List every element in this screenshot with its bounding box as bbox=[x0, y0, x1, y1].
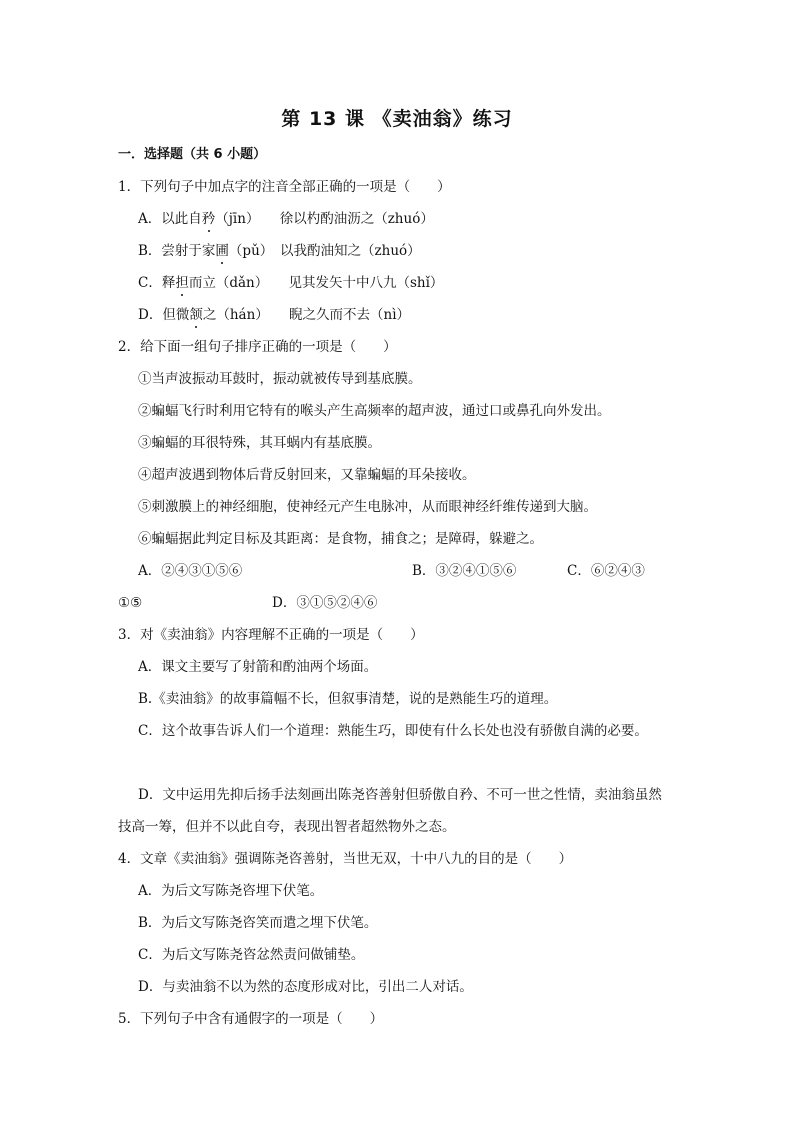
question-4-option-a: A．为后文写陈尧咨埋下伏笔。 bbox=[138, 883, 324, 899]
question-2-option-c: C．⑥②④③ bbox=[567, 563, 645, 579]
question-3-option-a: A．课文主要写了射箭和酌油两个场面。 bbox=[138, 659, 378, 675]
dotted-character: 圃 bbox=[215, 243, 229, 259]
question-2-option-b: B．③②④①⑤⑥ bbox=[412, 563, 517, 579]
question-1-stem: 1．下列句子中加点字的注音全部正确的一项是（ ） bbox=[118, 179, 451, 195]
question-3-option-c: C．这个故事告诉人们一个道理：熟能生巧，即使有什么长处也没有骄傲自满的必要。 bbox=[138, 723, 648, 739]
question-4-option-c: C．为后文写陈尧咨忿然责问做铺垫。 bbox=[138, 947, 365, 963]
question-3-option-d-continued: 技高一筹，但并不以此自夸，表现出智者超然物外之态。 bbox=[118, 819, 456, 835]
question-2-option-c-continued: ①⑤ bbox=[118, 595, 143, 611]
question-2-stem: 2．给下面一组句子排序正确的一项是（ ） bbox=[118, 339, 397, 355]
question-3-stem: 3．对《卖油翁》内容理解不正确的一项是（ ） bbox=[118, 627, 424, 643]
question-2-sentence-3: ③蝙蝠的耳很特殊，其耳蜗内有基底膜。 bbox=[138, 435, 381, 451]
page-title: 第 13 课 《卖油翁》练习 bbox=[281, 108, 513, 130]
question-4-stem: 4．文章《卖油翁》强调陈尧咨善射，当世无双，十中八九的目的是（ ） bbox=[118, 851, 573, 867]
question-2-option-d: D．③①⑤②④⑥ bbox=[272, 595, 378, 611]
question-2-sentence-4: ④超声波遇到物体后背反射回来，又靠蝙蝠的耳朵接收。 bbox=[138, 467, 476, 483]
question-1-option-a: A．以此自矜（jīn） 徐以杓酌油沥之（zhuó） bbox=[138, 211, 434, 227]
section-heading: 一．选择题（共 6 小题） bbox=[118, 147, 267, 162]
question-3-option-d: D．文中运用先抑后扬手法刻画出陈尧咨善射但骄傲自矜、不可一世之性情，卖油翁虽然 bbox=[138, 787, 662, 803]
question-4-option-d: D．与卖油翁不以为然的态度形成对比，引出二人对话。 bbox=[138, 979, 473, 995]
question-2-sentence-5: ⑤刺激膜上的神经细胞，使神经元产生电脉冲，从而眼神经纤维传递到大脑。 bbox=[138, 499, 597, 515]
question-2-sentence-6: ⑥蝙蝠据此判定目标及其距离：是食物，捕食之；是障碍，躲避之。 bbox=[138, 531, 543, 547]
question-5-stem: 5．下列句子中含有通假字的一项是（ ） bbox=[118, 1011, 384, 1027]
dotted-character: 颔 bbox=[189, 307, 203, 323]
question-3-option-b: B.《卖油翁》的故事篇幅不长，但叙事清楚，说的是熟能生巧的道理。 bbox=[138, 691, 558, 707]
dotted-character: 担 bbox=[175, 275, 189, 291]
question-4-option-b: B．为后文写陈尧咨笑而遣之埋下伏笔。 bbox=[138, 915, 378, 931]
question-1-option-d: D．但微颔之（hán） 睨之久而不去（nì） bbox=[138, 307, 411, 323]
question-2-sentence-1: ①当声波振动耳鼓时，振动就被传导到基底膜。 bbox=[138, 371, 422, 387]
dotted-character: 矜 bbox=[201, 211, 216, 227]
question-2-sentence-2: ②蝙蝠飞行时利用它特有的喉头产生高频率的超声波，通过口或鼻孔向外发出。 bbox=[138, 403, 611, 419]
question-1-option-c: C．释担而立（dǎn） 见其发矢十中八九（shǐ） bbox=[138, 275, 444, 291]
question-1-option-b: B．尝射于家圃（pǔ） 以我酌油知之（zhuó） bbox=[138, 243, 421, 259]
question-2-option-a: A．②④③①⑤⑥ bbox=[138, 563, 243, 579]
